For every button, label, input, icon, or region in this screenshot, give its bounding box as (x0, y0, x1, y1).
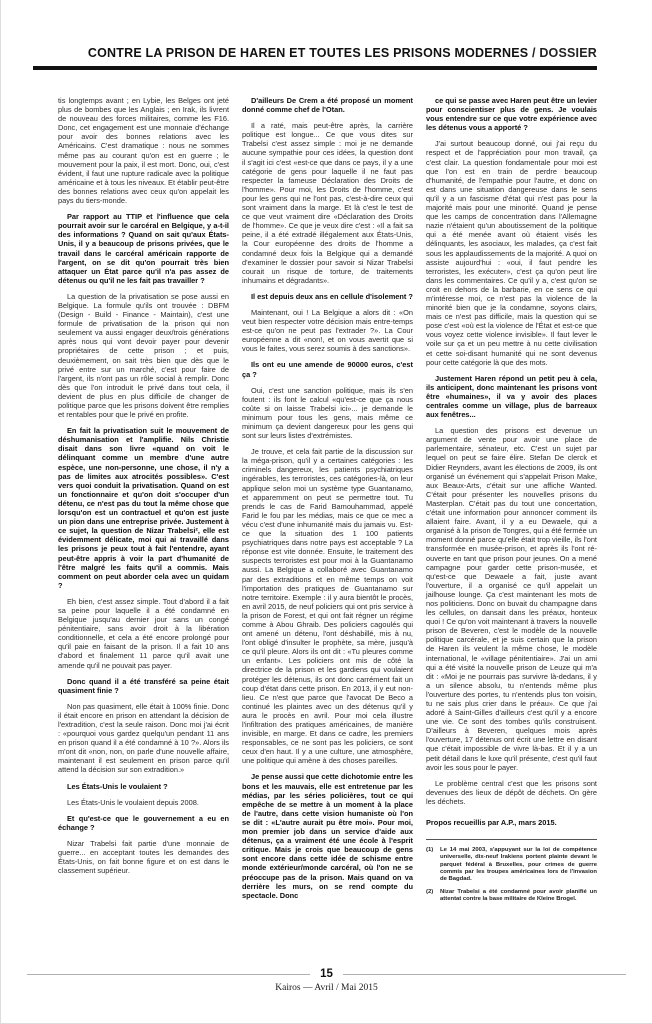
footnote-item (426, 847, 597, 883)
interview-question: D'ailleurs De Crem a été proposé un moment donné comme chef de l'Otan. (242, 96, 413, 115)
footnote-marker: (1) (426, 847, 434, 854)
column-2 (242, 96, 413, 940)
article-byline: Propos recueillis par A.P., mars 2015. (426, 818, 557, 828)
interview-answer: La question de la privatisation se pose aussi en Belgique. La formule qu'ils ont trouvée : DBFM (Design - Build - Finance - Maintain), c'est une formule de privatisation de la prison qui non seulement va aussi engager deux/trois générations après nous qui vont devoir payer pour devenir propriétaires de cette prison ; et puis, deuxièmement, on sait très bien que dès que le privé entre sur un marché, c'est pour faire de l'argent, ils n'ont pas un rôle social à remplir. Donc dès que l'on introduit le privé dans tout cela, il devient de plus en plus difficile de changer de politique parce que les prisons doivent être remplies et rentables pour que le privé en profite. (58, 291, 229, 420)
article-header-title (58, 46, 597, 60)
interview-question: Les États-Unis le voulaient ? (67, 781, 168, 791)
interview-question: Par rapport au TTIP et l'influence que cela pourrait avoir sur le carcéral en Belgique, y a-t-il des informations ? Quand on sait qu'aux États-Unis, il y a beaucoup de prisons privées, que le travail dans le carcéral américain rapporte de l'argent, on se dit qu'on pourrait très bien attaquer un État parce qu'il n'a pas assez de détenus ou qu'il ne les fait pas travailler ? (58, 212, 229, 285)
interview-answer: Il a raté, mais peut-être après, la carrière politique est longue... Ce que vous dites sur Trabelsi c'est assez simple : moi je ne demande aucune sympathie pour ces idées, la question dont il s'agit ici c'est «est-ce que dans ce pays, il y a une catégorie de gens pour laquelle il ne faut pas respecter la fameuse Déclaration des Droits de l'homme». Pour moi, les Droits de l'homme, c'est pour les gens qui ne l'ont pas, c'est-à-dire ceux qui sont vraiment dans la marge. Et là c'est le test de ce que veut vraiment dire «Déclaration des Droits de l'homme». Ce que je veux dire c'est : «Il a fait sa peine, il a été extradé illégalement aux États-Unis, la Cour européenne des droits de l'homme a condamné deux fois la Belgique qui a demandé d'examiner le dossier pour savoir si Nizar Trabelsi courait un risque de torture, de traitements inhumains et dégradants». (242, 121, 413, 285)
header-rule (33, 66, 597, 70)
page-footer (1, 968, 652, 993)
interview-answer: Je trouve, et cela fait partie de la discussion sur la méga-prison, qu'il y a certaines catégories : les criminels dangereux, les patients psychiatriques ingérables, les terroristes, ces catégories-là, on leur applique selon moi un système type Guantanamo, et apparemment on peut se permettre tout. Tu prends le cas de Farid Bamouhammad, appelé Farid le fou par les médias, mais ce que ce mec a vécu c'est d'une inhumanité mais du jamais vu. Est-ce que la situation des 1 100 patients psychiatriques dans notre pays est acceptable ? La réponse est vite donnée. Ensuite, le traitement des suspects terroristes est pour moi à la Guantanamo aussi. La Belgique a collaboré avec Guantanamo par des extraditions et en même temps on voit l'importation des pratiques de Guantanamo sur notre territoire. Exemple : il y aura bientôt le procès, en avril 2015, de neuf policiers qui ont pris service à la prison de Forest, et qui ont fait régner un régime comme à Abou Ghraib. Des policiers cagoulés qui ont amené un détenu, l'ont déshabillé, mis à nu, l'ont obligé d'insulter le prophète, sa mère, jusqu'à ce qu'il pleure. Alors ils ont dit : «Tu pleures comme un enfant». Les policiers ont mis de côté la directrice de la prison et les gardiens qui voulaient protéger les détenus, ils ont donc carrément fait un coup d'état dans cette prison. En 2013, il y eut non-lieu. Ce n'est que parce que l'avocat De Beco a continué les plaintes avec un des détenus qu'il y aura le procès en avril. Pour moi cela illustre l'infiltration des pratiques américaines, de manière invisible, en marge. Et dans ce cadre, les premiers responsables, ce ne sont pas les policiers, ce sont ceux d'en haut. Il y a une culture, une atmosphère, une politique qui amène à des choses pareilles. (242, 447, 413, 766)
interview-question: ce qui se passe avec Haren peut être un levier pour conscientiser plus de gens. Je voulais vous entendre sur ce que votre expérience avec les détenus vous a apporté ? (426, 96, 597, 133)
footnotes-list (426, 847, 597, 903)
page-number: 15 (320, 968, 333, 980)
interview-question: Justement Haren répond un petit peu à cela, ils anticipent, donc maintenant les prisons vont être «humaines», il va y avoir des places centrales comme un village, plus de barreaux aux fenêtres... (426, 373, 597, 420)
interview-question: Donc quand il a été transféré sa peine était quasiment finie ? (58, 676, 229, 695)
interview-answer: Eh bien, c'est assez simple. Tout d'abord il a fait sa peine pour laquelle il a été condamné en Belgique jusqu'au dernier jour sans un congé pénitentiaire, sans avoir droit à la libération conditionnelle, et cela a été encore prolongé pour qu'il paie en faisant de la prison. Il a fait 10 ans d'abord et finalement 11 parce qu'il avait une amende qu'il ne pouvait pas payer. (58, 596, 229, 670)
footnote-text: Nizar Trabelsi a été condamné pour avoir planifié un attentat contre la base militaire de Kleine Brogel. (440, 888, 597, 902)
column-3-paragraphs (426, 96, 597, 827)
column-3 (426, 96, 597, 940)
footnote-text: Le 14 mai 2003, s'appuyant sur la loi de compétence universelle, dix-neuf Irakiens portent plainte devant le parquet fédéral à Bruxelles, pour crimes de guerre commis par les troupes américaines lors de l'invasion de Bagdad. (440, 847, 597, 883)
interview-question: Je pense aussi que cette dichotomie entre les bons et les mauvais, elle est entretenue par les médias, par les séries policières, tout ce qui empêche de se mettre à un moment à la place de l'autre, dans cette vision humaniste où l'on se dit : «L'autre aurait pu être moi». Pour moi, mon premier job dans un service d'aide aux détenus, ça a vraiment été une école à l'esprit critique. Mais je crois que beaucoup de gens sont encore dans cette idée de schisme entre monde extérieur/monde carcéral, où l'on ne se préoccupe pas de la prison. Mais quand on va derrière les murs, on se rend compte du spectacle. Donc (242, 772, 413, 900)
footer-rule-right (343, 974, 626, 975)
interview-answer: Oui, c'est une sanction politique, mais ils s'en foutent : ils font le calcul «qu'est-ce que ça nous coûte si on laisse Trabelsi ici»... je demande le minimum pour tous les gens, mais même ce minimum ça devient dangereux pour les gens qui sont sur leurs listes d'extrémistes. (242, 385, 413, 441)
interview-answer: Maintenant, oui ! La Belgique a alors dit : «On veut bien respecter votre décision mais entre-temps est-ce qu'on ne peut pas l'extrader ?». La Cour européenne a dit «non!, et on vous avertit que si vous le faites, vous serez soumis à des sanctions». (242, 307, 413, 354)
page-number-row (1, 968, 652, 980)
dossier-title-text: CONTRE LA PRISON DE HAREN ET TOUTES LES PRISONS MODERNES (87, 46, 529, 60)
footnotes-rule (426, 839, 597, 840)
interview-answer: tis longtemps avant ; en Lybie, les Belges ont jeté plus de bombes que les Anglais ; en Irak, ils livrent de nouveau des forces militaires, comme les F16. Donc, cet engagement est une monnaie d'échange pour avoir des bonnes relations avec les Américains. C'est dramatique : nous ne sommes même pas au courant qu'on est en guerre ; le mouvement pour la paix, il est mort. Donc, oui, c'est évident, il faut une rupture radicale avec la politique américaine et à tous les niveaux. Et établir peut-être des bonnes relations avec ceux qu'on appelait les pays du tiers-monde. (58, 96, 229, 206)
interview-answer: Non pas quasiment, elle était à 100% finie. Donc il était encore en prison en attendant la décision de l'extradition, c'est la seule raison. Donc moi j'ai écrit : «pourquoi vous gardez quelqu'un pendant 11 ans en prison quand il a été condamné à 10 ?». Alors ils m'ont dit «non, non, on parle d'une nouvelle affaire, maintenant il est seulement en prison parce qu'il attend la décision sur son extradition.» (58, 701, 229, 775)
page-header (58, 46, 597, 70)
interview-question: Et qu'est-ce que le gouvernement a eu en échange ? (58, 813, 229, 832)
section-label: DOSSIER (539, 46, 597, 60)
column-1 (58, 96, 229, 940)
interview-answer: Nizar Trabelsi fait partie d'une monnaie de guerre... en acceptant toutes les demandes des États-Unis, on fait bonne figure et on est dans le classement supérieur. (58, 838, 229, 876)
interview-question: Ils ont eu une amende de 90000 euros, c'est ça ? (242, 360, 413, 379)
interview-question: Il est depuis deux ans en cellule d'isolement ? (251, 291, 413, 301)
interview-answer: Le problème central c'est que les prisons sont devenues des lieux de dépôt de déchets. On gère les déchets. (426, 778, 597, 806)
section-separator: / (528, 46, 540, 60)
footnotes-section (426, 839, 597, 903)
interview-question: En fait la privatisation suit le mouvement de déshumanisation et l'amplifie. Nils Christie disait dans son livre «quand on voit le délinquant comme un membre d'une autre espèce, une non-personne, une chose, il n'y a pas de limites aux atrocités possibles». C'est vers quoi conduit la privatisation. Quand on est un fonctionnaire et qu'on doit s'occuper d'un détenu, ce n'est pas du tout la même chose que lorsqu'on est un contractuel et qu'on est juste un pion dans une entreprise privée. Justement à ce sujet, la question de Nizar Trabelsi², elle est évidemment délicate, moi qui ai travaillé dans les prisons je peux tout à fait l'entendre, ayant peut-être appris à voir la part d'humanité de l'être malgré les faits qu'il a commis. Mais comment on peut aborder cela avec un quidam ? (58, 426, 229, 590)
footnote-item (426, 889, 597, 904)
interview-answer: La question des prisons est devenue un argument de vente pour avoir une place de parlementaire, sénateur, etc. C'est un sujet par lequel on peut se faire élire. Stefan De clerck et Didier Reynders, avant les élections de 2009, ils ont organisé un événement qui s'appelait Prison Make, aux Beaux-Arts, c'était sur une affiche Wanted. C'était pour présenter les nouvelles prisons du Masterplan. C'était pas du tout une concertation, c'était une information pour annoncer comment ils allaient faire. Avant, il y a eu Dewaele, qui a organisé à la prison de Tongres, qui a été fermée un moment donné parce qu'elle était trop vieille, ils l'ont transformée en musée-prison, et après ils l'ont ré-ouverte en tant que prison pour jeunes. On a mené campagne pour garder cette prison-musée, et qu'est-ce que Dewaele a fait, juste avant l'ouverture, il a organisé ce qu'il appelait un jailhouse lounge. Ça c'est maintenant les mots de nos politiciens. Donc on buvait du champagne dans les cellules, on dansait dans les préaux, honteux quoi ! Ce qu'on voit maintenant à travers la nouvelle prison de Beveren, c'est le modèle de la nouvelle politique carcérale, et je suis certain que la prison de Haren ils veulent la même chose, le modèle international, le «village pénitentiaire». J'ai un ami qui a été visité la nouvelle prison de Leuze qui m'a dit : «Moi je ne pourrais pas survivre là-dedans, il y a un silence absolu, tu n'entends même plus l'ouverture des portes, tu n'entends plus ton voisin, tu ne sais plus crier dans le préau». Ce que j'ai adoré à Saint-Gilles d'ailleurs c'est qu'il y a encore une vie. Ce sont des tombes qu'ils construisent. D'ailleurs à Beveren, quelques mois après l'ouverture, 17 détenus ont écrit une lettre en disant que c'était impossible de vivre là-bas. Et il y a un petit détail dans le luxe qu'il présente, c'est qu'il faut avoir les sous pour le payer. (426, 426, 597, 772)
interview-answer: J'ai surtout beaucoup donné, oui j'ai reçu du respect et de l'appréciation pour mon travail, ça c'est clair. La question fondamentale pour moi est que l'on est en train de perdre beaucoup d'humanité, de l'empathie pour l'autre, et donc on est dans une situation dangereuse dans le sens qu'il y a un fascisme d'état qui n'est pas pour la majorité mais pour une minorité. Quand je pense que les camps de concentration dans l'Allemagne nazie n'étaient qu'un aboutissement de la politique qui a été menée avant où étaient visés les délinquants, les asociaux, les malades, ça c'est fait sous les applaudissements de la majorité. A quoi on assiste aujourd'hui : «oui, il faut pendre les terroristes, les exécuter», c'est ça qu'on peut lire dans les commentaires. Ce qu'il y a, c'est qu'on se croit en dehors de la barbarie, en ce sens ce qui m'intéresse moi, ce n'est pas la violence de la minorité bien que je la condamne, soyons clairs, mais ce n'est pas difficile, mais la question qui se pose c'est «où est la violence de l'État et est-ce que vous voyez cette violence invisible». Il faut lever le voile sur ça et un peu mettre à nu cette civilisation et cette soi-disant humanité qui ne sont devenus pour cette catégorie là que des mots. (426, 139, 597, 367)
article-columns (58, 96, 597, 940)
interview-answer: Les États-Unis le voulaient depuis 2008. (67, 797, 199, 807)
footnote-marker: (2) (426, 888, 434, 895)
footer-rule-left (27, 974, 310, 975)
journal-issue-line: Kairos — Avril / Mai 2015 (275, 983, 378, 993)
